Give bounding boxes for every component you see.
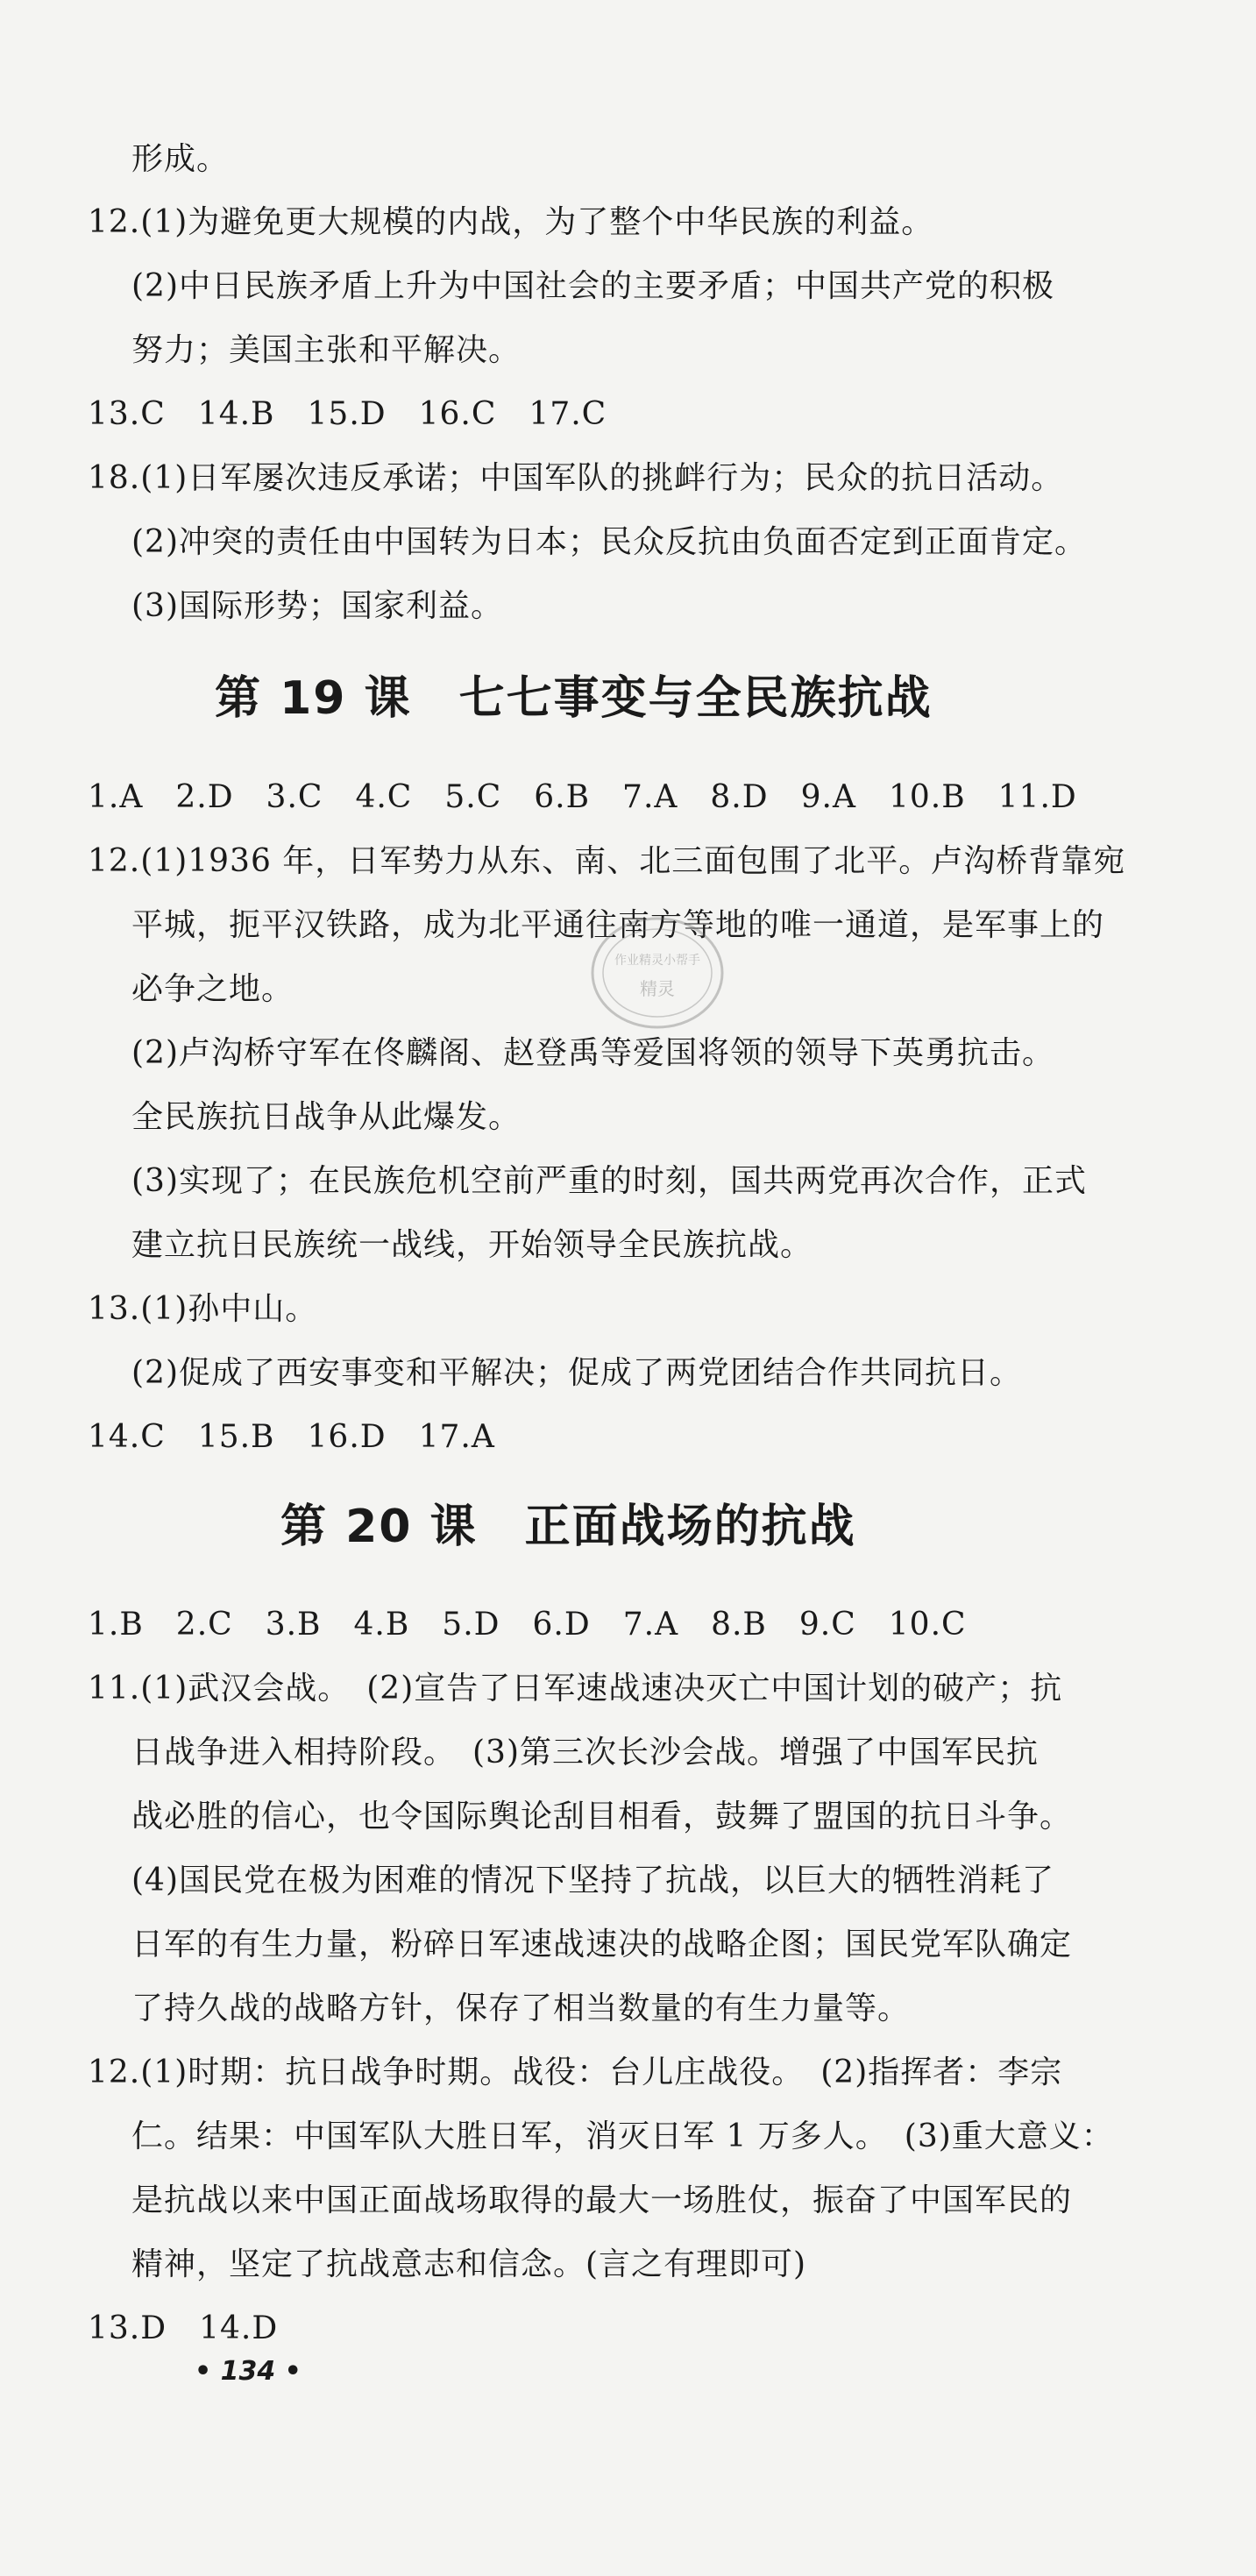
lesson20-mc-answers: 1.B 2.C 3.B 4.B 5.D 6.D 7.A 8.B 9.C 10.C (88, 1607, 967, 1643)
q18-line-1: 18.(1)日军屡次违反承诺；中国军队的挑衅行为；民众的抗日活动。 (88, 460, 1064, 496)
stamp-seal-icon (587, 912, 727, 1034)
lesson20-q12-line-3: 是抗战以来中国正面战场取得的最大一场胜仗，振奋了中国军民的 (131, 2182, 1073, 2218)
lesson19-q12-line-1: 12.(1)1936 年，日军势力从东、南、北三面包围了北平。卢沟桥背靠宛 (88, 843, 1126, 879)
lesson19-q12-line-5: 全民族抗日战争从此爆发。 (131, 1099, 522, 1135)
lesson20-q12-line-1: 12.(1)时期：抗日战争时期。战役：台儿庄战役。 (2)指挥者：李宗 (88, 2054, 1063, 2090)
stamp-line-2: 精灵 (640, 978, 675, 999)
lesson20-q12-line-4: 精神，坚定了抗战意志和信念。(言之有理即可) (131, 2246, 807, 2282)
lesson19-q13-line-1: 13.(1)孙中山。 (88, 1291, 318, 1327)
lesson19-mc-answers: 1.A 2.D 3.C 4.C 5.C 6.B 7.A 8.D 9.A 10.B 11.D (88, 779, 1077, 815)
lesson20-q13-14-answers: 13.D 14.D (88, 2310, 279, 2346)
lesson20-q11-line-1: 11.(1)武汉会战。 (2)宣告了日军速战速决灭亡中国计划的破产；抗 (88, 1671, 1063, 1707)
q12-line-2: (2)中日民族矛盾上升为中国社会的主要矛盾；中国共产党的积极 (131, 268, 1054, 304)
lesson19-q12-line-3: 必争之地。 (131, 971, 294, 1007)
lesson19-title: 第 19 课 七七事变与全民族抗战 (215, 672, 933, 725)
watermark-stamp (587, 912, 727, 1034)
lesson19-q12-line-2: 平城，扼平汉铁路，成为北平通往南方等地的唯一通道，是军事上的 (131, 907, 1105, 943)
stamp-line-1: 作业精灵小帮手 (614, 954, 700, 968)
lesson19-q12-line-7: 建立抗日民族统一战线，开始领导全民族抗战。 (131, 1227, 813, 1263)
q12-line-3: 努力；美国主张和平解决。 (131, 332, 522, 368)
continued-line: 形成。 (131, 141, 230, 177)
q18-line-3: (3)国际形势；国家利益。 (131, 588, 503, 624)
page-number: • 134 • (195, 2356, 302, 2387)
lesson19-q14-17-answers: 14.C 15.B 16.D 17.A (88, 1419, 495, 1455)
lesson20-q11-line-2: 日战争进入相持阶段。 (3)第三次长沙会战。增强了中国军民抗 (131, 1735, 1039, 1771)
lesson20-q11-line-3: 战必胜的信心，也令国际舆论刮目相看，鼓舞了盟国的抗日斗争。 (131, 1799, 1073, 1834)
lesson20-q11-line-4: (4)国民党在极为困难的情况下坚持了抗战，以巨大的牺牲消耗了 (131, 1863, 1054, 1898)
q12-line-1: 12.(1)为避免更大规模的内战，为了整个中华民族的利益。 (88, 204, 934, 240)
lesson20-title: 第 20 课 正面战场的抗战 (280, 1501, 856, 1553)
lesson20-q11-line-5: 日军的有生力量，粉碎日军速战速决的战略企图；国民党军队确定 (131, 1927, 1073, 1962)
lesson19-q13-line-2: (2)促成了西安事变和平解决；促成了两党团结合作共同抗日。 (131, 1355, 1022, 1391)
q13-17-answers: 13.C 14.B 15.D 16.C 17.C (88, 396, 607, 432)
q18-line-2: (2)冲突的责任由中国转为日本；民众反抗由负面否定到正面肯定。 (131, 524, 1087, 560)
lesson19-q12-line-4: (2)卢沟桥守军在佟麟阁、赵登禹等爱国将领的领导下英勇抗击。 (131, 1035, 1054, 1071)
lesson19-q12-line-6: (3)实现了；在民族危机空前严重的时刻，国共两党再次合作，正式 (131, 1163, 1087, 1199)
lesson20-q12-line-2: 仁。结果：中国军队大胜日军，消灭日军 1 万多人。 (3)重大意义： (131, 2118, 1114, 2154)
lesson20-q11-line-6: 了持久战的战略方针，保存了相当数量的有生力量等。 (131, 1991, 911, 2026)
